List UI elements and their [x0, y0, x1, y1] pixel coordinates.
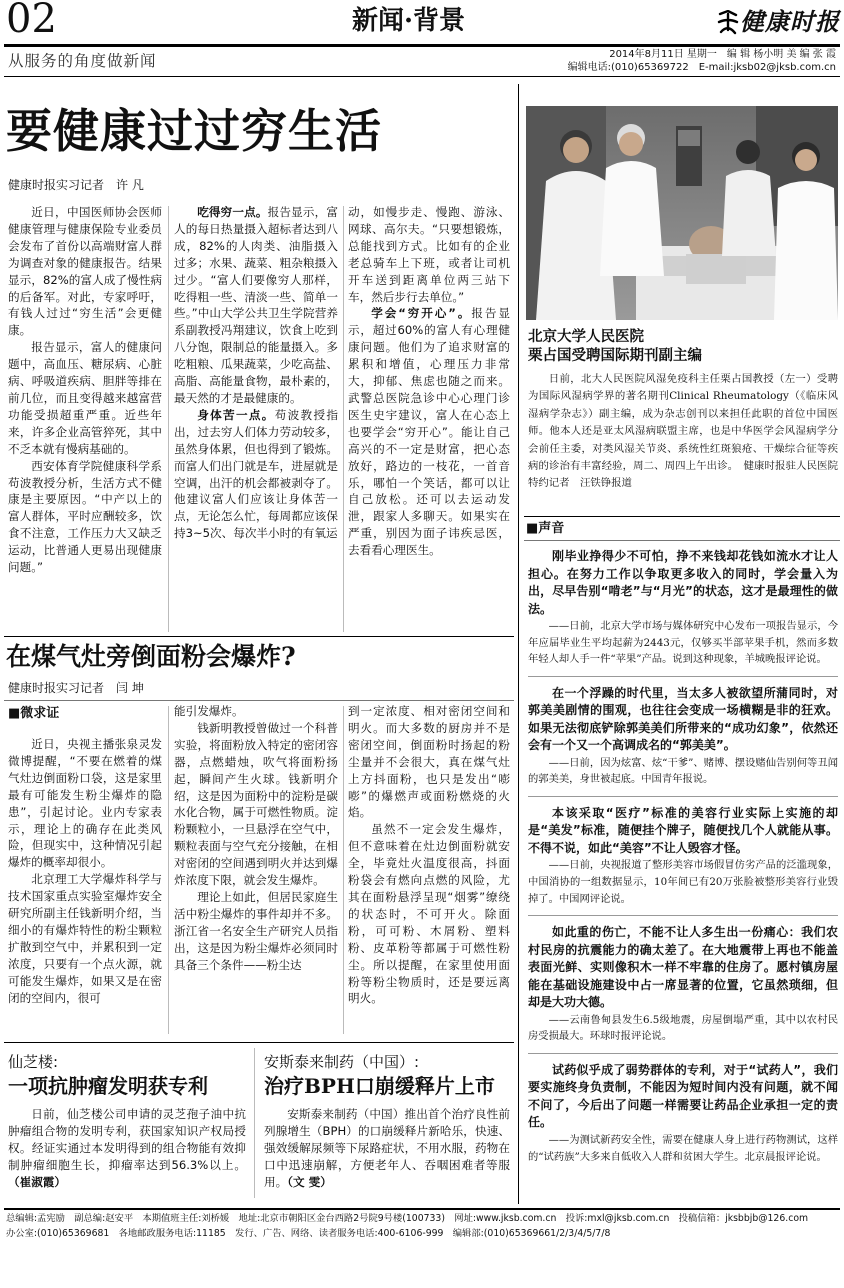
story2-column-1: [8, 736, 162, 1007]
story1-col3-text-2: 报告显示，超过60%的富人有心理健康问题。他们为了追求财富的累积和增值，心理压力非常大，抑郁、焦虑也随之而来。武警总医院急诊中心心理门诊医生史宇建议，富人在心态上也要学会“穷开心”。能让自己高兴的不一定是财富，把心态放好，路边的一枝花，一首音乐，哪怕一个笑话，都可以让自己放松。还可以去运动发泄，跟家人多聊天。如果实在严重，别因为面子讳疾忌医，去看看心理医生。: [348, 306, 510, 558]
story4-credit: （文 雯）: [287, 1174, 332, 1189]
story1-col2-lead-1: 吃得穷一点。: [197, 205, 268, 219]
voice-divider: [528, 676, 838, 677]
voice-source: ——日前，北京大学市场与媒体研究中心发布一项报告显示，今年应届毕业生平均起薪为2443元，仅够买半部苹果手机，然而多数年轻人却人手一件“苹果”产品。说到这种现象，羊城晚报评论说。: [528, 620, 838, 666]
voice-item: [528, 924, 838, 1045]
story2-col2-para-2: 钱新明教授曾做过一个科普实验，将面粉放入特定的密闭容器，点燃蜡烛，吹气将面粉扬起，瞬间产生火球。钱新明介绍，这是因为面粉中的淀粉是碳水化合物，属于可燃性物质。淀粉颗粒小，一旦悬浮在空气中，颗粒表面与空气充分接触，在相对密闭的空间遇到明火并达到爆炸浓度下限，就会发生爆炸。: [174, 720, 338, 888]
voice-item: [528, 685, 838, 788]
header-contact-line: 编辑电话:(010)65369722 E-mail:jksb02@jksb.com.cn: [567, 62, 836, 73]
story2-col3-para-1: 到一定浓度、相对密闭空间和明火。而大多数的厨房并不是密闭空间，倒面粉时扬起的粉尘量并不会很大，真在煤气灶上方抖面粉，也只是发出“嘭嘭”的爆燃声或面粉燃烧的火焰。: [348, 704, 510, 820]
story1-byline: 健康时报实习记者 许 凡: [8, 178, 144, 192]
column-divider: [343, 706, 344, 1034]
header-date-line: 2014年8月11日 星期一 编 辑 杨小明 美 编 张 霞: [609, 49, 836, 60]
voice-quote: [528, 924, 838, 1012]
story2-byline: 健康时报实习记者 闫 坤: [8, 681, 144, 695]
voice-quote: [528, 685, 838, 755]
right-column-divider: [518, 84, 519, 1204]
section-title: 新闻·背景: [352, 6, 466, 36]
story2-column-3: [348, 703, 510, 1007]
voice-source: ——日前，因为炫富、炫“干爹”、赌博、摆设赌仙告别何等丑闻的郭美美，身世被起底。中国青年报说。: [528, 756, 838, 786]
voice-quote: [528, 1062, 838, 1132]
voice-quote-text: 如此重的伤亡，不能不让人多生出一份痛心：我们农村民房的抗震能力的确太差了。在大地震带上再也不能盖表面光鲜、实则像积木一样不牢靠的住房了。愿村镇房屋能在基础设施建设中占一席显著的位置，它虽然琐细，但却是大功大德。: [528, 925, 838, 1010]
story1-col1-para-2: 报告显示，富人的健康问题中，高血压、糖尿病、心脏病、呼吸道疾病、胆胖等排在前几位，而且变得越来越富营功能受损超重严重。近些年来，许多企业高管猝死，其中不乏本就有慢病基础的。: [8, 340, 162, 456]
story4-body-text: [264, 1106, 510, 1191]
story3-headline: 一项抗肿瘤发明获专利: [8, 1074, 208, 1098]
story1-col3-lead-2: 学会“穷开心”。: [371, 306, 472, 321]
story2-col2-para-3: 理论上如此，但居民家庭生活中粉尘爆炸的事件却并不多。浙江省一名安全生产研究人员指出，这是因为粉尘爆炸必须同时具备三个条件——粉尘达: [174, 889, 338, 972]
photo-caption-title-1: 北京大学人民医院: [528, 328, 644, 345]
masthead-emblem-icon: [716, 10, 740, 36]
story3-credit: （崔淑霞）: [8, 1174, 66, 1189]
voice-divider: [528, 915, 838, 916]
story2-headline: 在煤气灶旁倒面粉会爆炸?: [6, 642, 296, 671]
column-divider: [168, 706, 169, 1034]
voices-label-rule: [524, 540, 840, 541]
voices-label: ■声音: [526, 521, 565, 536]
voices-top-rule: [524, 516, 840, 517]
story1-col2-para-2: [174, 407, 338, 542]
column-divider: [168, 206, 169, 632]
story1-col3-para-2: [348, 305, 510, 559]
story2-col1-para-2: 北京理工大学爆炸科学与技术国家重点实验室爆炸安全研究所副主任钱新明介绍，当细小的有爆炸特性的粉尘颗粒扩散到空气中，并累积到一定浓度，只要有一个点火源，就可能发生爆炸，如果又是在密闭的空间内，很可: [8, 872, 162, 1005]
header-rule-thin: [4, 76, 840, 77]
masthead-logo: [716, 8, 840, 38]
column-divider: [343, 206, 344, 632]
briefs-divider: [254, 1048, 255, 1198]
story2-top-rule: [4, 636, 514, 637]
story1-col2-para-1: [174, 204, 338, 407]
story3-body: [8, 1106, 246, 1191]
story2-col3-para-2: 虽然不一定会发生爆炸，但不意味着在灶边倒面粉就安全，毕竟灶火温度很高，抖面粉袋会有燃向点燃的风险，尤其在面粉悬浮呈现“烟雾”缭绕的状态时，不可开火。除面粉，可可粉、木屑粉、塑料粉、皮革粉等都属于可燃性粉尘。所以提醒，在家里使用面粉等粉尘物质时，还是要远离明火。: [348, 822, 510, 1006]
story4-kicker: 安斯泰来制药（中国）:: [264, 1053, 420, 1071]
voice-quote-text: 本该采取“医疗”标准的美容行业实际上实施的却是“美发”标准，随便挂个牌子，随便找几个人就能从事。不得不说，如此“美容”不让人毁容才怪。: [528, 805, 838, 855]
voice-quote-text: 在一个浮躁的时代里，当太多人被欲望所蒲同时，对郭美美剧情的围观，也往往会变成一场横糊是非的狂欢。如果无法彻底铲除郭美美们所带来的“成功幻象”，依然还会有一个又一个高调成名的“郭美美”。: [528, 685, 838, 753]
story3-body-span: 日前，仙芝楼公司申请的灵芝孢子油中抗肿瘤组合物的发明专利，获国家知识产权局授权。经证实通过本发明得到的组合物能有效抑制肿瘤细胞生长，抑瘤率达到56.3%以上。: [8, 1107, 246, 1172]
story1-col1-para-1: 近日，中国医师协会医师健康管理与健康保险专业委员会发布了首份以高端财富人群为调查对象的健康报告。结果显示，82%的富人成了慢性病的后备军。对此，专家呼吁，有钱人过过“穷生活”会更健康。: [8, 205, 162, 338]
voice-item: [528, 1062, 838, 1165]
story4-headline: 治疗BPH口崩缓释片上市: [264, 1074, 495, 1098]
story1-col2-text-2: 苟波教授指出，过去穷人们体力劳动较多，虽然身体累，但也得到了锻炼。而富人们出门就是车，进屋就是空调，出汗的机会都被剥夺了。他建议富人们应该让身体苦一点，无论怎么忙，每周都应该保持3~5次、每次半小时的有氧运: [174, 407, 338, 541]
story3-body-text: [8, 1106, 246, 1191]
story4-body: [264, 1106, 510, 1191]
story1-col3-text-1: 动，如慢步走、慢跑、游泳、网球、高尔夫。“只要想锻炼，总能找到方式。比如有的企业老总骑车上下班，或者让司机开车送到距离单位两三站下车，然后步行去单位。”: [348, 205, 510, 304]
story2-label: ■微求证: [8, 706, 60, 721]
story1-col3-para-1: [348, 204, 510, 305]
story4-body-span: 安斯泰来制药（中国）推出首个治疗良性前列腺增生（BPH）的口崩缓释片新哈乐，快速、强效缓解尿频等下尿路症状，不用水服，药物在口中迅速崩解，方便老年人、吞咽困难者等服用。: [264, 1107, 510, 1189]
voice-quote: [528, 548, 838, 618]
footer-line-2: 办公室:(010)65369681 各地邮政服务电话:11185 发行、广告、网络、读者服务电话:400-6106-999 编辑部:(010)65369661/2/3/4/5/7/8: [6, 1228, 611, 1239]
story1-column-1: [8, 204, 162, 576]
voice-divider: [528, 1053, 838, 1054]
briefs-top-rule: [4, 1042, 514, 1043]
voice-quote-text: 刚毕业挣得少不可怕，挣不来钱却花钱如流水才让人担心。在努力工作以争取更多收入的同时，学会量入为出，尽早告别“啃老”与“月光”的状态，这才是最理性的做法。: [528, 549, 838, 616]
story1-col2-text-1: 报告显示，富人的每日热量摄入超标者达到八成，82%的人肉类、油脂摄入过多；水果、蔬菜、粗杂粮摄入过少。“富人们要像穷人那样，吃得粗一些、清淡一些、简单一些。”中山大学公共卫生学院营养系副教授冯翔建议，饮食上吃到八分饱，限制总的能量摄入。多吃粗粮、瓜果蔬菜，少吃高盐、高脂、高能量食物，最朴素的，最天然的才是最健康的。: [174, 205, 338, 405]
header-slogan: 从服务的角度做新闻: [8, 52, 157, 70]
voice-quote-text: 试药似乎成了弱势群体的专利，对于“试药人”，我们要实施终身负责制，不能因为短时间内没有问题，就不闻不问了，今后出了问题一样需要让药品企业承担一定的责任。: [528, 1062, 838, 1130]
hospital-ward-photo-icon: [526, 106, 838, 320]
story2-col2-para-1: 能引发爆炸。: [174, 704, 244, 718]
story2-col1-para-1: 近日，央视主播张泉灵发微博提醒，“不要在燃着的煤气灶边倒面粉口袋，这是家里最有可能发生粉尘爆炸的隐患”，引起讨论。业内专家表示，理论上的确存在此类风险，但现实中，这种情况引起爆炸的概率却很小。: [8, 737, 162, 870]
story1-headline: 要健康过过穷生活: [6, 104, 382, 158]
header-rule-thick: [4, 44, 840, 47]
story3-kicker: 仙芝楼:: [8, 1053, 59, 1071]
voice-quote: [528, 805, 838, 858]
page-number: 02: [6, 0, 57, 42]
footer-line-1: 总编辑:孟宪励 副总编:赵安平 本期值班主任:刘桥媛 地址:北京市朝阳区金台西路2号院9号楼(100733) 网址:www.jksb.com.cn 投诉:mxl@jksb.com.cn 投稿信箱：jksbbjb@126.com: [6, 1213, 809, 1224]
photo-caption-text: 日前，北大人民医院风湿免疫科主任栗占国教授（左一）受聘为国际风湿病学界的著名期刊Clinical Rheumatology（《临床风湿病学杂志》）副主编，成为杂志创刊以来担任此职的首位中国医师。他本人还是亚太风湿病联盟主席，也是中华医学会风湿病学分会前任主委，对类风湿关节炎、系统性红斑狼疮、干燥综合征等疾病的诊治有丰富经验，周二、周四上午出诊。 健康时报驻人民医院特约记者 汪铁铮报道: [528, 373, 838, 490]
news-photo: [526, 106, 838, 320]
story2-column-2: [174, 703, 338, 974]
voice-divider: [528, 796, 838, 797]
story1-col2-lead-2: 身体苦一点。: [197, 407, 275, 422]
footer-rule: [4, 1208, 840, 1210]
voice-source: ——为测试新药安全性，需要在健康人身上进行药物测试，这样的“试药族”大多来自低收入人群和贫困大学生。北京晨报评论说。: [528, 1133, 838, 1163]
story2-byline-rule: [4, 700, 514, 701]
voice-source: ——日前，央视报道了整形美容市场假冒仿劣产品的泛滥现象，中国消协的一组数据显示，10年间已有20万张脸被整形美容行业毁掉了。中国网评论说。: [528, 859, 838, 905]
story1-column-3: [348, 204, 510, 559]
voice-item: [528, 805, 838, 907]
masthead-title: 健康时报: [740, 7, 840, 36]
story1-column-2: [174, 204, 338, 542]
voice-source: ——云南鲁甸县发生6.5级地震，房屋倒塌严重，其中以农村民房受损最大。环球时报评论说。: [528, 1013, 838, 1043]
voices-list: [528, 548, 838, 1165]
story1-col1-para-3: 西安体育学院健康科学系苟波教授分析，生活方式不健康是主要原因。“中产以上的富人群体，平时应酬较多，饮食不注意，工作压力大又缺乏运动，比普通人更易出现健康问题。”: [8, 458, 162, 575]
photo-caption-title-2: 栗占国受聘国际期刊副主编: [528, 347, 702, 364]
voice-item: [528, 548, 838, 668]
